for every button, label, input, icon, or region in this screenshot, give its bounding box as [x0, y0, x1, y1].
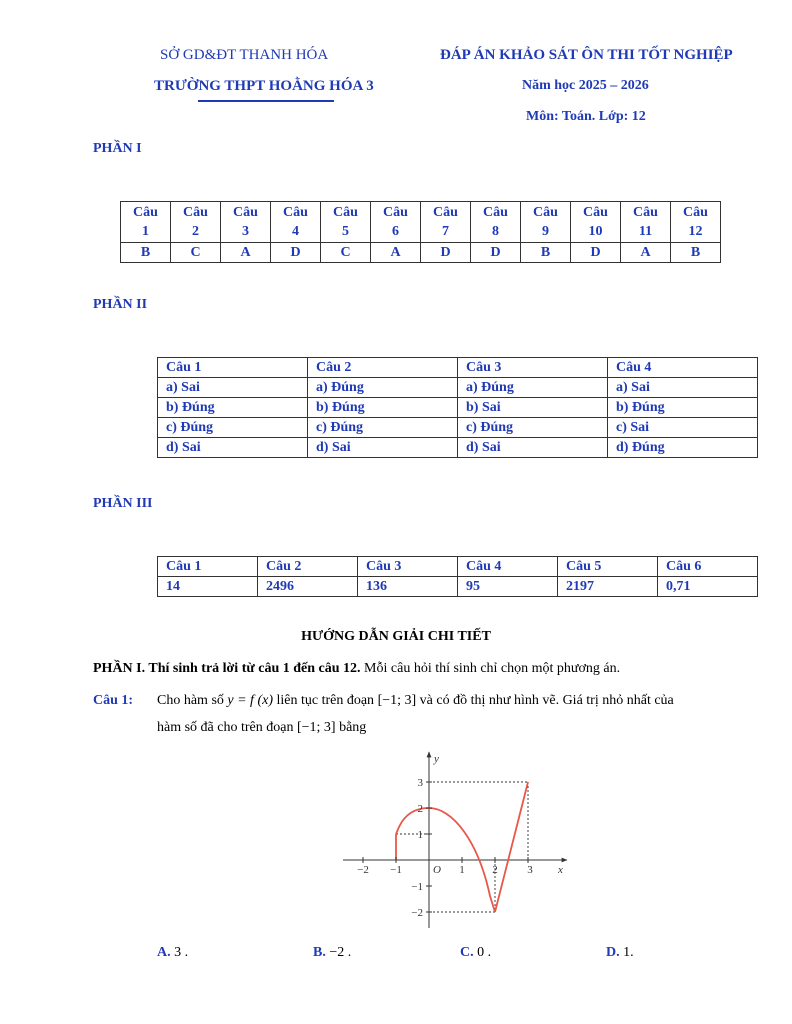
part1-question-header — [321, 202, 371, 243]
part2-answer-cell: b) Đúng — [608, 398, 758, 418]
part1-answer-cell: B — [121, 243, 171, 263]
part3-header-cell: Câu 5 — [558, 557, 658, 577]
question-word: Câu — [533, 205, 558, 220]
question-number: 7 — [442, 224, 449, 239]
header-underline — [198, 100, 334, 102]
question-number: 5 — [342, 224, 349, 239]
school-department: SỞ GD&ĐT THANH HÓA — [160, 47, 329, 63]
q1-text-a: Cho hàm số — [157, 693, 228, 708]
question-word: Câu — [633, 205, 658, 220]
part2-header-cell: Câu 1 — [158, 358, 308, 378]
q1-interval-2: [−1; 3] — [296, 720, 336, 735]
origin-label: O — [433, 864, 441, 876]
part1-answer-cell: B — [671, 243, 721, 263]
part1-question-header — [571, 202, 621, 243]
q1-text-d: hàm số đã cho trên đoạn — [157, 720, 297, 735]
part1-answer-cell: C — [321, 243, 371, 263]
question1-label: Câu 1: — [93, 693, 134, 708]
part2-title: PHẦN II — [93, 297, 148, 312]
q1-text-c: và có đồ thị như hình vẽ. Giá trị nhỏ nhất của — [416, 693, 674, 708]
option-b-letter: B. — [313, 945, 326, 960]
question1-line2 — [157, 720, 366, 736]
part3-header-cell: Câu 6 — [658, 557, 758, 577]
part1-question-header — [421, 202, 471, 243]
option-a-value: 3 . — [174, 945, 189, 960]
part3-header-cell: Câu 4 — [458, 557, 558, 577]
part1-answer-table — [120, 201, 721, 263]
part1-intro-bold: PHẦN I. Thí sinh trả lời từ câu 1 đến câu 12. — [93, 661, 361, 676]
question-word: Câu — [383, 205, 408, 220]
subject-grade: Môn: Toán. Lớp: 12 — [526, 109, 646, 124]
option-c[interactable] — [460, 945, 491, 961]
y-tick-label: 3 — [417, 777, 423, 789]
option-d-letter: D. — [606, 945, 620, 960]
option-c-letter: C. — [460, 945, 474, 960]
part2-header-cell: Câu 3 — [458, 358, 608, 378]
exam-title: ĐÁP ÁN KHẢO SÁT ÔN THI TỐT NGHIỆP — [440, 47, 733, 63]
part2-answer-cell: a) Sai — [158, 378, 308, 398]
question-number: 10 — [588, 224, 603, 239]
part3-title: PHẦN III — [93, 496, 153, 511]
question-word: Câu — [283, 205, 308, 220]
part3-answer-cell: 14 — [158, 577, 258, 597]
option-a[interactable] — [157, 945, 188, 961]
part1-intro-rest: Mỗi câu hỏi thí sinh chỉ chọn một phương án. — [360, 661, 621, 676]
part3-answer-cell: 2496 — [258, 577, 358, 597]
part1-answer-cell: D — [571, 243, 621, 263]
part3-answer-table — [157, 556, 758, 597]
part3-header-cell: Câu 2 — [258, 557, 358, 577]
y-tick-label: 1 — [417, 829, 423, 841]
part2-header-cell: Câu 4 — [608, 358, 758, 378]
option-d-value: 1. — [623, 945, 634, 960]
part1-answer-cell: D — [271, 243, 321, 263]
question-number: 9 — [542, 224, 549, 239]
part1-answer-cell: A — [621, 243, 671, 263]
x-tick-label: 1 — [459, 864, 465, 876]
part3-answer-cell: 2197 — [558, 577, 658, 597]
part1-question-header — [271, 202, 321, 243]
part2-answer-cell: d) Sai — [308, 438, 458, 458]
question-number: 3 — [242, 224, 249, 239]
part1-question-header — [671, 202, 721, 243]
question-word: Câu — [683, 205, 708, 220]
option-b[interactable] — [313, 945, 351, 961]
part2-answer-cell: a) Sai — [608, 378, 758, 398]
y-tick-label: −1 — [411, 881, 423, 893]
y-tick-label: 2 — [417, 803, 423, 815]
question-number: 6 — [392, 224, 399, 239]
part2-answer-cell: d) Sai — [158, 438, 308, 458]
part2-answer-cell: c) Đúng — [308, 418, 458, 438]
part1-question-header — [121, 202, 171, 243]
question-word: Câu — [233, 205, 258, 220]
x-tick-label: 3 — [527, 864, 533, 876]
part1-question-header — [471, 202, 521, 243]
part1-title: PHẦN I — [93, 141, 142, 156]
part1-question-header — [521, 202, 571, 243]
part2-answer-cell: c) Sai — [608, 418, 758, 438]
part1-answer-cell: D — [471, 243, 521, 263]
part1-answer-cell: D — [421, 243, 471, 263]
option-a-letter: A. — [157, 945, 171, 960]
x-tick-label: 2 — [492, 864, 498, 876]
part1-answer-cell: A — [221, 243, 271, 263]
question-number: 12 — [688, 224, 703, 239]
part2-answer-cell: c) Đúng — [458, 418, 608, 438]
part3-header-cell: Câu 1 — [158, 557, 258, 577]
part1-question-header — [621, 202, 671, 243]
option-b-value: −2 . — [329, 945, 352, 960]
q1-function: y = f (x) — [227, 693, 273, 708]
q1-interval: [−1; 3] — [377, 693, 417, 708]
y-tick-label: −2 — [411, 907, 423, 919]
school-name: TRƯỜNG THPT HOẰNG HÓA 3 — [154, 78, 374, 94]
question-word: Câu — [333, 205, 358, 220]
part1-question-header — [371, 202, 421, 243]
part1-answer-cell: B — [521, 243, 571, 263]
x-axis-label: x — [558, 864, 563, 876]
question-word: Câu — [433, 205, 458, 220]
question-word: Câu — [133, 205, 158, 220]
q1-text-b: liên tục trên đoạn — [272, 693, 378, 708]
question-word: Câu — [183, 205, 208, 220]
part2-answer-cell: d) Sai — [458, 438, 608, 458]
part2-answer-cell: b) Đúng — [308, 398, 458, 418]
part2-answer-cell: a) Đúng — [308, 378, 458, 398]
school-year: Năm học 2025 – 2026 — [522, 78, 649, 93]
part3-answer-cell: 0,71 — [658, 577, 758, 597]
question-number: 8 — [492, 224, 499, 239]
question-number: 11 — [638, 224, 653, 239]
option-c-value: 0 . — [477, 945, 492, 960]
x-tick-label: −2 — [357, 864, 369, 876]
part1-answer-cell: A — [371, 243, 421, 263]
part1-answer-cell: C — [171, 243, 221, 263]
part1-question-header — [171, 202, 221, 243]
part2-answer-cell: a) Đúng — [458, 378, 608, 398]
part1-intro — [93, 661, 620, 677]
question-word: Câu — [583, 205, 608, 220]
part2-answer-cell: b) Đúng — [158, 398, 308, 418]
part2-answer-table — [157, 357, 758, 458]
y-axis-label: y — [434, 753, 439, 765]
question1-line1 — [157, 693, 763, 709]
part1-question-header — [221, 202, 271, 243]
part2-answer-cell: d) Đúng — [608, 438, 758, 458]
option-d[interactable] — [606, 945, 634, 961]
part2-answer-cell: b) Sai — [458, 398, 608, 418]
part3-header-cell: Câu 3 — [358, 557, 458, 577]
question-number: 4 — [292, 224, 299, 239]
x-tick-label: −1 — [390, 864, 402, 876]
question-number: 2 — [192, 224, 199, 239]
part3-answer-cell: 95 — [458, 577, 558, 597]
q1-text-e: bằng — [335, 720, 367, 735]
part3-answer-cell: 136 — [358, 577, 458, 597]
function-graph — [335, 745, 575, 935]
part2-header-cell: Câu 2 — [308, 358, 458, 378]
guide-title: HƯỚNG DẪN GIẢI CHI TIẾT — [301, 629, 491, 644]
part2-answer-cell: c) Đúng — [158, 418, 308, 438]
question-number: 1 — [142, 224, 149, 239]
question-word: Câu — [483, 205, 508, 220]
